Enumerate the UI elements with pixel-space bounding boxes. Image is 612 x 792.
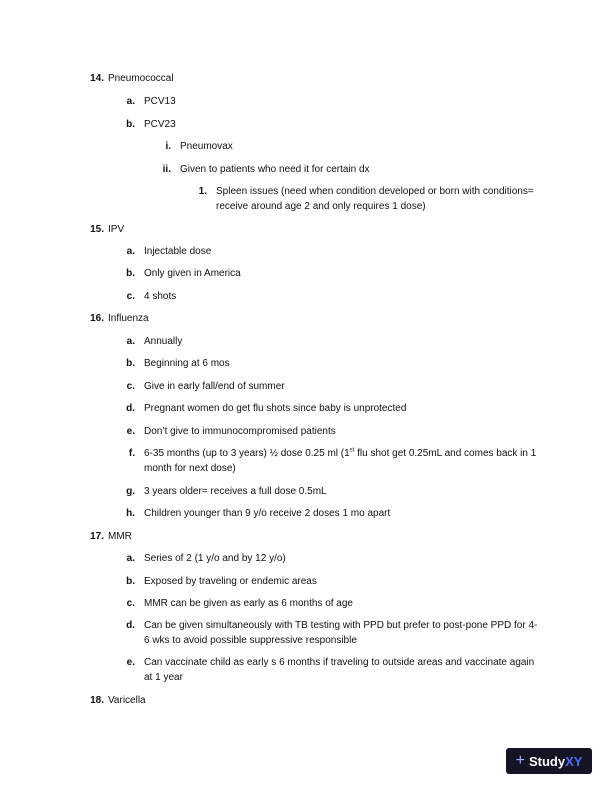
- document-page: 14. Pneumococcal a. PCV13 b. PCV23 i. Pneumovax ii. Given to patients who need it for certain dx 1. Spleen issues (need when condition developed or born with conditions= receive around age 2 and only requires 1 dose) 15. IPV a. Injectable dose b. Only given in America c. 4 shots 16. Influenza a. Annually b. Beginning at 6 mos c. Give in early fall/end of summer d. Pregnant women do get flu shots since baby is unprotected e. Don’t give to immunocompromised patients f. 6-35 months (up to 3 years) ½ dose 0.25 ml (1st flu shot get 0.25mL and comes back in 1 month for next dose) g. 3 years older= receives a full dose 0.5mL h. Children younger than 9 y/o receive 2 doses 1 mo apart 17. MMR a. Series of 2 (1 y/o and by 12 y/o) b. Exposed by traveling or endemic areas c. MMR can be given as early as 6 months of age d. Can be given simultaneously with TB testing with PPD but prefer to post-pone PPD for 4- 6 wks to avoid possible suppressive responsible e. Can vaccinate child as early s 6 months if traveling to outside areas and vaccinate again at 1 year 18. Varicella + Study XY: [0, 0, 612, 792]
- brand-suffix: XY: [565, 753, 583, 769]
- plus-icon: +: [515, 752, 525, 769]
- studyxy-logo[interactable]: [506, 748, 592, 774]
- brand-prefix: Study: [528, 753, 566, 769]
